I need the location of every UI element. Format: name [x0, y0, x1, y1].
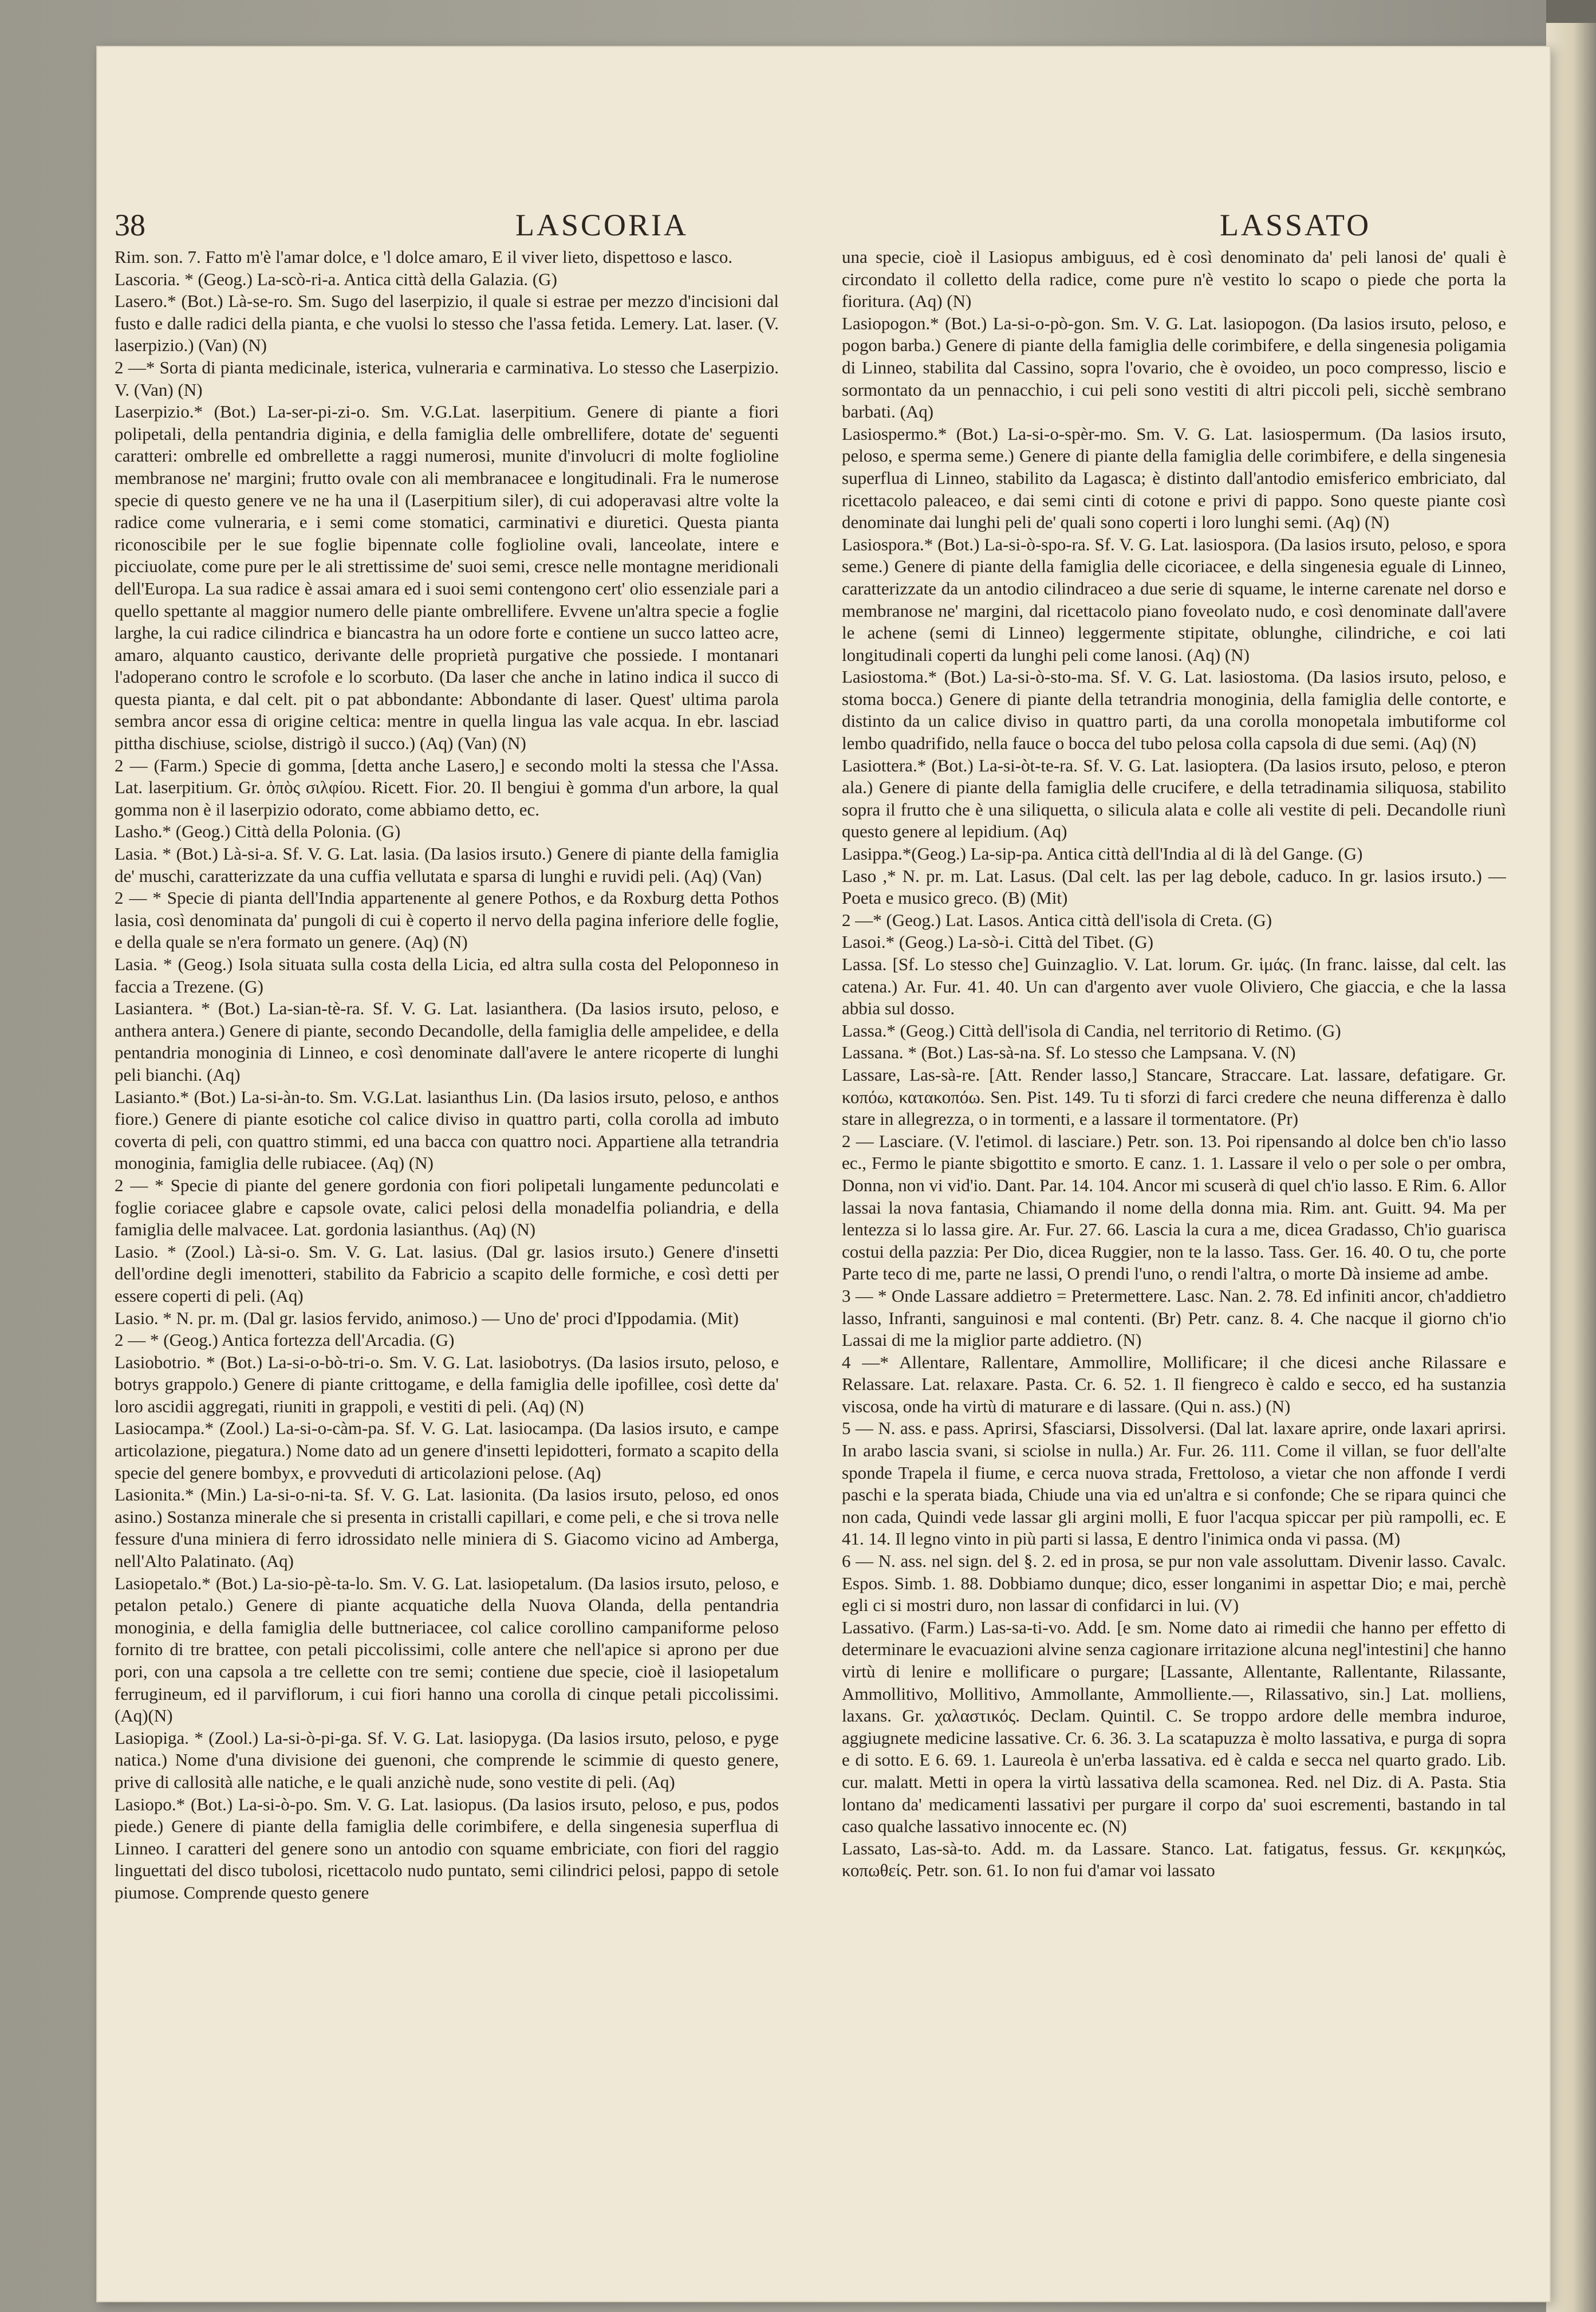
dictionary-entry: Lassare, Las-sà-re. [Att. Render lasso,] Stancare, Straccare. Lat. lassare, defatigare. Gr. κοπόω, κατακοπόω. Sen. Pist. 149. Tu ti sforzi di farci credere che neuna differenza è dallo stare in allegrezza, o in tormenti, e a lassare il tormentatore. (Pr) [842, 1064, 1506, 1129]
dictionary-entry: Lasiopo.* (Bot.) La-si-ò-po. Sm. V. G. Lat. lasiopus. (Da lasios irsuto, peloso, e pus, podos piede.) Genere di piante della famiglia delle corimbifere, e della singenesia superflua di Linneo. I caratteri del genere sono un antodio con squame embriciate, con fiori del raggio linguettati del disco tubolosi, ricettacolo nudo puntato, semi cilindrici pelosi, pappo di setole piumose. Comprende questo genere [115, 1794, 779, 1903]
dictionary-entry: 3 — * Onde Lassare addietro = Pretermettere. Lasc. Nan. 2. 78. Ed infiniti ancor, ch'addietro lasso, Infranti, sanguinosi e mal contenti. (Br) Petr. canz. 8. 4. Che nacque il giorno ch'io Lassai di me la miglior parte addietro. (N) [842, 1285, 1506, 1350]
dictionary-entry: Lasiospermo.* (Bot.) La-si-o-spèr-mo. Sm. V. G. Lat. lasiospermum. (Da lasios irsuto, peloso, e sperma seme.) Genere di piante della famiglia delle corimbifere, e della singenesia superflua di Linneo, stabilito da Lagasca; è distinto dall'antodio emisferico embriciato, dal ricettacolo paleaceo, e dai semi cinti di cotone e privi di pappo. Sono queste piante così denominate dai lunghi peli de' quali sono coperti i loro lunghi semi. (Aq) (N) [842, 423, 1506, 533]
dictionary-entry: 2 — * Specie di pianta dell'India appartenente al genere Pothos, e da Roxburg detta Pothos lasia, così denominata da' pungoli di cui è coperto il nervo della pagina inferiore delle foglie, e della quale se n'era formato un genere. (Aq) (N) [115, 888, 779, 952]
dictionary-entry: Lasero.* (Bot.) Là-se-ro. Sm. Sugo del laserpizio, il quale si estrae per mezzo d'incisioni dal fusto e dalle radici della pianta, e che vuolsi lo stesso che l'assa fetida. Lemery. Lat. laser. (V. laserpizio.) (Van) (N) [115, 291, 779, 356]
dictionary-entry: Lasoi.* (Geog.) La-sò-i. Città del Tibet. (G) [842, 932, 1154, 952]
dictionary-entry: 2 — Lasciare. (V. l'etimol. di lasciare.) Petr. son. 13. Poi ripensando al dolce ben ch'io lasso ec., Fermo le piante sbigottito e smorto. E canz. 1. 1. Lassare il velo o per sole o per ombra, Donna, non vi vid'io. Dant. Par. 14. 104. Ancor mi scuserà di quel ch'io lasso. E Rim. 6. Allor lassai la nova fantasia, Chiamando il nome della donna mia. Rim. ant. Guitt. 94. Ma per lentezza si lo lassa gire. Ar. Fur. 27. 66. Lascia la cura a me, dicea Gradasso, Ch'io guarisca costui della pazzia: Per Dio, dicea Ruggier, non te la lasso. Tass. Ger. 16. 40. O tu, che porte Parte teco di me, parte ne lassi, O prendi l'uno, o rendi l'altra, o morte Dà insieme ad ambe. [842, 1131, 1506, 1284]
dictionary-entry: Lasianto.* (Bot.) La-si-àn-to. Sm. V.G.Lat. lasianthus Lin. (Da lasios irsuto, peloso, e anthos fiore.) Genere di piante esotiche col calice diviso in quattro parti, colla corolla ad imbuto coverta di peli, con quattro stimmi, ed una bacca con quattro noci. Appartiene alla tetrandria monoginia, famiglia delle rubiacee. (Aq) (N) [115, 1086, 779, 1173]
dictionary-entry: Lasiostoma.* (Bot.) La-si-ò-sto-ma. Sf. V. G. Lat. lasiostoma. (Da lasios irsuto, peloso, e stoma bocca.) Genere di piante della tetrandria monoginia, della famiglia delle contorte, e distinto da un calice diviso in quattro parti, da una corolla monopetala imbutiforme col lembo quadrifido, nella fauce o bocca del tubo pelosa colla capsola di due semi. (Aq) (N) [842, 667, 1506, 754]
dictionary-entry: 2 —* (Geog.) Lat. Lasos. Antica città dell'isola di Creta. (G) [842, 909, 1272, 930]
dictionary-entry: Lasiobotrio. * (Bot.) La-si-o-bò-tri-o. Sm. V. G. Lat. lasiobotrys. (Da lasios irsuto, peloso, e botrys grappolo.) Genere di piante crittogame, e della famiglia delle ipofillee, così dette da' loro ascidii aggregati, riuniti in grappoli, e vestiti di peli. (Aq) (N) [115, 1352, 779, 1416]
running-head-right: LASSATO [1220, 208, 1372, 242]
dictionary-entry: 2 —* Sorta di pianta medicinale, isterica, vulneraria e carminativa. Lo stesso che Laserpizio. V. (Van) (N) [115, 357, 779, 400]
dictionary-entry: Lasiantera. * (Bot.) La-sian-tè-ra. Sf. V. G. Lat. lasianthera. (Da lasios irsuto, peloso, e anthera antera.) Genere di piante, secondo Decandolle, della famiglia delle ampelidee, e della pentandria monoginia di Linneo, e così denominate dall'avere le antere ricoperte di lunghi peli bianchi. (Aq) [115, 998, 779, 1085]
page-header [115, 207, 1500, 247]
dictionary-entry: una specie, cioè il Lasiopus ambiguus, ed è così denominato da' peli lanosi de' quali è circondato il colletto della radice, come pure n'è vestito lo scapo o piede che porta la fioritura. (Aq) (N) [842, 247, 1506, 312]
dictionary-entry: Lasho.* (Geog.) Città della Polonia. (G) [115, 821, 401, 842]
dictionary-entry: Lasiospora.* (Bot.) La-si-ò-spo-ra. Sf. V. G. Lat. lasiospora. (Da lasios irsuto, peloso, e spora seme.) Genere di piante della famiglia delle cicoriacee, e della singenesia eguale di Linneo, caratterizzate da un antodio cilindraceo a due serie di squame, le interne carenate nel dorso e membranose ne' margini, dal ricettacolo piano foveolato nudo, e così denominate dall'avere le achene (semi di Linneo) leggermente stipitate, oblunghe, cilindriche, e coi lati longitudinali coperti da lunghi peli come lanosi. (Aq) (N) [842, 534, 1506, 665]
dictionary-entry: Lassativo. (Farm.) Las-sa-ti-vo. Add. [e sm. Nome dato ai rimedii che hanno per effetto di determinare le evacuazioni alvine senza cagionare irritazione alcuna negl'intestini] che hanno virtù di lenire e mollificare o purgare; [Lassante, Allentante, Rallentante, Rilassante, Ammollitivo, Mollitivo, Ammollante, Ammolliente.—, Rilassativo, sin.] Lat. molliens, laxans. Gr. χαλαστικός. Declam. Quintil. C. Se troppo ardore delle membra induroe, aggiugnete medicine lassative. Cr. 6. 36. 3. La scatapuzza è molto lassativa, e purga di sopra e di sotto. E 6. 69. 1. Laureola è un'erba lassativa. ed è calda e secca nel quarto grado. Lib. cur. malatt. Metti in opera la virtù lassativa della scamonea. Red. nel Diz. di A. Pasta. Stia lontano da' medicamenti lassativi per purgare il corpo da' suoi escrementi, bastando in tal caso qualche lassativo innocente ec. (N) [842, 1617, 1506, 1837]
dictionary-entry: Lasio. * N. pr. m. (Dal gr. lasios fervido, animoso.) — Uno de' proci d'Ippodamia. (Mit) [115, 1307, 739, 1328]
dictionary-entry: Lasiopiga. * (Zool.) La-si-ò-pi-ga. Sf. V. G. Lat. lasiopyga. (Da lasios irsuto, peloso, e pyge natica.) Nome d'una divisione dei guenoni, che comprende le scimmie di questo genere, prive di callosità alle natiche, e le quali anzichè nude, sono vestite di peli. (Aq) [115, 1727, 779, 1792]
dictionary-entry: 6 — N. ass. nel sign. del §. 2. ed in prosa, se pur non vale assoluttam. Divenir lasso. Cavalc. Espos. Simb. 1. 88. Dobbiamo dunque; dico, esser longanimi in aspettar Dio; e mai, perchè egli ci si mostri duro, non lassar di confidarci in lui. (V) [842, 1551, 1506, 1616]
dictionary-entry: Lasia. * (Bot.) Là-si-a. Sf. V. G. Lat. lasia. (Da lasios irsuto.) Genere di piante della famiglia de' muschi, caratterizzate da una cuffia vellutata e sparsa di lunghi e ruvidi peli. (Aq) (Van) [115, 844, 779, 886]
dictionary-entry: 4 —* Allentare, Rallentare, Ammollire, Mollificare; il che dicesi anche Rilassare e Relassare. Lat. relaxare. Pasta. Cr. 6. 52. 1. Il fiengreco è caldo e secco, ed ha sustanzia viscosa, onde ha virtù di maturare e di lassare. (Qui n. ass.) (N) [842, 1352, 1506, 1416]
dictionary-entry: Lasiopetalo.* (Bot.) La-sio-pè-ta-lo. Sm. V. G. Lat. lasiopetalum. (Da lasios irsuto, peloso, e petalon petalo.) Genere di piante acquatiche della Nuova Olanda, della pentandria monoginia, e della famiglia delle buttneriacee, col calice corollino campaniforme peloso fornito di tre brattee, con petali piccolissimi, colle antere che nell'apice si aprono per due pori, con una capsola a tre cellette con tre semi; contiene due specie, cioè il lasiopetalum ferrugineum, ed il parviflorum, i cui fiori hanno una corolla di cinque petali piccolissimi. (Aq)(N) [115, 1573, 779, 1726]
left-column [115, 246, 779, 2274]
dictionary-entry: Lassato, Las-sà-to. Add. m. da Lassare. Stanco. Lat. fatigatus, fessus. Gr. κεκμηκώς, κοπωθείς. Petr. son. 61. Io non fui d'amar voi lassato [842, 1838, 1506, 1881]
dictionary-entry: 2 — * (Geog.) Antica fortezza dell'Arcadia. (G) [115, 1330, 455, 1350]
dictionary-entry: 2 — (Farm.) Specie di gomma, [detta anche Lasero,] e secondo molti la stessa che l'Assa. Lat. laserpitium. Gr. ὀπὸς σιλφίου. Ricett. Fior. 20. Il bengiui è gomma d'un arbore, la qual gomma non è il laserpizio odorato, come abbiamo detto, ec. [115, 755, 779, 820]
dictionary-entry: Lasiocampa.* (Zool.) La-si-o-càm-pa. Sf. V. G. Lat. lasiocampa. (Da lasios irsuto, e campe articolazione, piegatura.) Nome dato ad un genere d'insetti lepidotteri, formato a scapito della specie del genere bombyx, e provveduti di articolazioni pelose. (Aq) [115, 1418, 779, 1483]
dictionary-entry: 5 — N. ass. e pass. Aprirsi, Sfasciarsi, Dissolversi. (Dal lat. laxare aprire, onde laxari aprirsi. In arabo lascia svani, si sciolse in nulla.) Ar. Fur. 26. 111. Come il villan, se fuor dell'alte sponde Trapela il fiume, e cerca nuova strada, Frettoloso, a vietar che non affonde I verdi paschi e la sperata biada, Chiude una via ed un'altra e si confonde; Che se ripara quinci che non cada, Quindi vede lassar gli argini molli, E fuor l'acqua spiccar per più rampolli, ec. E 41. 14. Il legno vinto in più parti si lassa, E dentro l'inimica onda vi passa. (M) [842, 1418, 1506, 1549]
right-column [842, 246, 1506, 2274]
dictionary-entry: Lasippa.*(Geog.) La-sip-pa. Antica città dell'India al di là del Gange. (G) [842, 844, 1363, 864]
dictionary-entry: Lassa. [Sf. Lo stesso che] Guinzaglio. V. Lat. lorum. Gr. ἱμάς. (In franc. laisse, dal celt. las catena.) Ar. Fur. 41. 40. Un can d'argento aver vuole Oliviero, Che giaccia, e che la lassa abbia sul dosso. [842, 954, 1506, 1019]
dictionary-entry: Lassana. * (Bot.) Las-sà-na. Sf. Lo stesso che Lampsana. V. (N) [842, 1042, 1296, 1063]
dictionary-entry: Lasiottera.* (Bot.) La-si-òt-te-ra. Sf. V. G. Lat. lasioptera. (Da lasios irsuto, peloso, e pteron ala.) Genere di piante della famiglia delle crucifere, e della tetradinamia siliquosa, stabilito sopra il frutto che è una siliquetta, o silicula alata e colle ali vestite di peli. Decandolle riunì questo genere al lepidium. (Aq) [842, 755, 1506, 842]
dictionary-entry: Lasionita.* (Min.) La-si-o-ni-ta. Sf. V. G. Lat. lasionita. (Da lasios irsuto, peloso, ed onos asino.) Sostanza minerale che si presenta in cristalli capillari, e come peli, e che si trova nelle fessure d'una miniera di ferro idrossidato nelle miniera di S. Giacomo vicino ad Amberga, nell'Alto Palatinato. (Aq) [115, 1484, 779, 1571]
dictionary-entry: Lasiopogon.* (Bot.) La-si-o-pò-gon. Sm. V. G. Lat. lasiopogon. (Da lasios irsuto, peloso, e pogon barba.) Genere di piante della famiglia delle corimbifere, e della singenesia poligamia di Linneo, stabilita dal Cassino, sopra l'ovario, che è ovoideo, un poco compresso, liscio e sormontato da un pennacchio, i cui peli sono vestiti di altri piccoli peli, sicchè sembrano barbati. (Aq) [842, 313, 1506, 422]
dictionary-entry: Lasia. * (Geog.) Isola situata sulla costa della Licia, ed altra sulla costa del Peloponneso in faccia a Trezene. (G) [115, 954, 779, 997]
adjacent-page-edge [1546, 23, 1596, 2312]
dictionary-entry: Lassa.* (Geog.) Città dell'isola di Candia, nel territorio di Retimo. (G) [842, 1020, 1341, 1041]
page-number: 38 [115, 208, 145, 242]
dictionary-entry: Laso ,* N. pr. m. Lat. Lasus. (Dal celt. las per lag debole, caduco. In gr. lasios irsuto.) — Poeta e musico greco. (B) (Mit) [842, 865, 1506, 908]
running-head-left: LASCORIA [515, 208, 689, 242]
dictionary-entry: Lasio. * (Zool.) Là-si-o. Sm. V. G. Lat. lasius. (Dal gr. lasios irsuto.) Genere d'insetti dell'ordine degli imenotteri, stabilito da Fabricio a scapito delle formiche, e così detti per essere coperti di peli. (Aq) [115, 1241, 779, 1306]
dictionary-entry: 2 — * Specie di piante del genere gordonia con fiori polipetali lungamente peduncolati e foglie coriacee glabre e capsole ovate, calici pelosi della monadelfia poliandria, e della famiglia delle malvacee. Lat. gordonia lasianthus. (Aq) (N) [115, 1175, 779, 1240]
dictionary-entry: Rim. son. 7. Fatto m'è l'amar dolce, e 'l dolce amaro, E il viver lieto, dispettoso e lasco. [115, 247, 733, 267]
dictionary-entry: Laserpizio.* (Bot.) La-ser-pi-zi-o. Sm. V.G.Lat. laserpitium. Genere di piante a fiori polipetali, della pentandria diginia, e della famiglia delle ombrellifere, dotate de' seguenti caratteri: ombrelle ed ombrellette a raggi numerosi, munite d'involucri di molte foglioline membranose ne' margini; frutto ovale con ali membranacee e longitudinali. Fra le numerose specie di questo genere ve ne ha una il (Laserpitium siler), di cui adoperavasi altre volte la radice come vulneraria, e i semi come stomatici, carminativi e diuretici. Questa pianta riconoscibile per le sue foglie bipennate colle foglioline ovali, lanceolate, intere e picciuolate, come pure per le ali strettissime de' suoi semi, cresce nelle montagne meridionali dell'Europa. La sua radice è assai amara ed i suoi semi contengono cert' olio essenziale pari a quello spettante al maggior numero delle piante ombrellifere. Evvene un'altra specie a foglie larghe, la cui radice cilindrica e biancastra ha un odore forte e contiene un succo latteo acre, amaro, alquanto caustico, derivante delle proprietà purgative che possiede. I montanari l'adoperano contro le scrofole e lo scorbuto. (Da laser che anche in latino indica il succo di questa pianta, e dal celt. pit o pat abbondante: Abbondante di laser. Quest' ultima parola sembra ancor essa di origine celtica: mentre in quella lingua las vale acqua. In ebr. lasciad pittha dischiuse, sciolse, distrigò il succo.) (Aq) (Van) (N) [115, 401, 779, 754]
dictionary-entry: Lascoria. * (Geog.) La-scò-ri-a. Antica città della Galazia. (G) [115, 269, 557, 289]
